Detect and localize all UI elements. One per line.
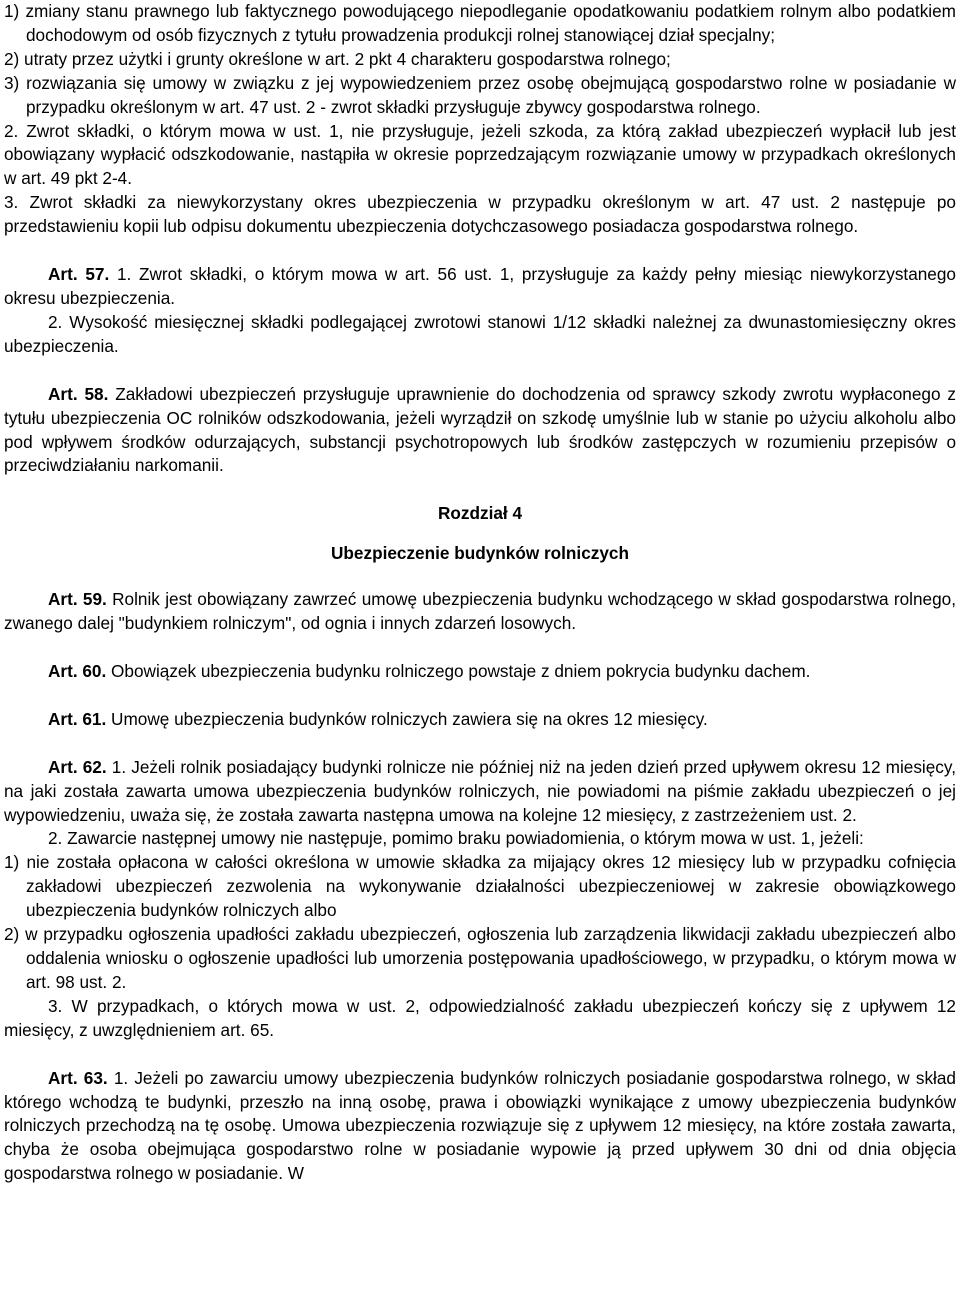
article-paragraph: [4, 383, 956, 479]
article-number: Art. 58.: [48, 383, 109, 404]
paragraph-text: 3. Zwrot składki za niewykorzystany okres ubezpieczenia w przypadku określonym w art. 47 ust. 2 następuje po przedstawieniu kopii lub odpisu dokumentu ubezpieczenia dotychczasowego posiadacza gospodarstwa rolnego.: [4, 192, 956, 237]
paragraph: [4, 120, 956, 192]
paragraph: [4, 311, 956, 359]
paragraph-text: Rolnik jest obowiązany zawrzeć umowę ubezpieczenia budynku wchodzącego w skład gospodarstwa rolnego, zwanego dalej "budynkiem rolniczym", od ognia i innych zdarzeń losowych.: [4, 589, 956, 634]
paragraph-text: 2. Zawarcie następnej umowy nie następuje, pomimo braku powiadomienia, o którym mowa w ust. 1, jeżeli:: [48, 828, 864, 849]
article-number: Art. 59.: [48, 589, 107, 610]
article-paragraph: [4, 660, 956, 684]
paragraph-text: 1. Zwrot składki, o którym mowa w art. 56 ust. 1, przysługuje za każdy pełny miesiąc niewykorzystanego okresu ubezpieczenia.: [4, 264, 956, 308]
article-paragraph: [4, 756, 956, 828]
paragraph-text: 2) utraty przez użytki i grunty określone w art. 2 pkt 4 charakteru gospodarstwa rolnego;: [4, 48, 671, 69]
paragraph-text: Umowę ubezpieczenia budynków rolniczych zawiera się na okres 12 miesięcy.: [106, 708, 708, 729]
paragraph-text: 1. Jeżeli po zawarciu umowy ubezpieczenia budynków rolniczych posiadanie gospodarstwa rolnego, w skład którego wchodzą te budynki, przeszło na inną osobę, prawa i obowiązki wynikające z umowy ubezpieczenia budynków rolniczych przechodzą na tę osobę. Umowa ubezpieczenia rozwiązuje się z upływem 12 miesięcy, na które została zawarta, chyba że osoba obejmująca gospodarstwo rolne w posiadanie wypowie ją przed upływem 30 dni od dnia objęcia gospodarstwa rolnego w posiadanie. W: [4, 1067, 956, 1184]
paragraph: [4, 851, 956, 923]
article-number: Art. 61.: [48, 708, 107, 729]
paragraph-text: 3. W przypadkach, o których mowa w ust. 2, odpowiedzialność zakładu ubezpieczeń kończy się z upływem 12 miesięcy, z uwzględnieniem art. 65.: [4, 995, 956, 1040]
paragraph-text: 1) zmiany stanu prawnego lub faktycznego powodującego niepodleganie opodatkowaniu podatkiem rolnym albo podatkiem dochodowym od osób fizycznych z tytułu prowadzenia produkcji rolnej stanowiącej dział specjalny;: [4, 1, 956, 45]
paragraph: [4, 72, 956, 120]
paragraph-text: Obowiązek ubezpieczenia budynku rolniczego powstaje z dniem pokrycia budynku dachem.: [106, 660, 811, 681]
document-page: [4, 0, 956, 1186]
section-art-56-tail: [4, 0, 956, 478]
paragraph-text: 1. Jeżeli rolnik posiadający budynki rolnicze nie później niż na jeden dzień przed upływem okresu 12 miesięcy, na jaki została zawarta umowa ubezpieczenia budynków rolniczych, nie powiadomi na piśmie zakładu ubezpieczeń o jej wypowiedzeniu, uważa się, że została zawarta następna umowa na kolejne 12 miesięcy, z zastrzeżeniem ust. 2.: [4, 756, 956, 825]
paragraph-text: 1) nie została opłacona w całości określona w umowie składka za mijający okres 12 miesięcy lub w przypadku cofnięcia zakładowi ubezpieczeń zezwolenia na wykonywanie działalności ubezpieczeniowej w zakresie obowiązkowego ubezpieczenia budynków rolniczych albo: [4, 852, 956, 921]
paragraph: [4, 0, 956, 48]
paragraph-text: 2. Zwrot składki, o którym mowa w ust. 1, nie przysługuje, jeżeli szkoda, za którą zakład ubezpieczeń wypłacił lub jest obowiązany wypłacić odszkodowanie, nastąpiła w okresie poprzedzającym rozwiązanie umowy w przypadkach określonych w art. 49 pkt 2-4.: [4, 120, 956, 189]
paragraph: [4, 995, 956, 1043]
article-paragraph: [4, 588, 956, 636]
article-number: Art. 60.: [48, 660, 107, 681]
chapter-title: Ubezpieczenie budynków rolniczych: [331, 543, 629, 564]
paragraph: [4, 191, 956, 239]
paragraph-text: 2. Wysokość miesięcznej składki podlegającej zwrotowi stanowi 1/12 składki należnej za dwunastomiesięczny okres ubezpieczenia.: [4, 311, 956, 356]
paragraph: [4, 827, 956, 851]
section-chapter-4: [4, 588, 956, 1186]
paragraph-text: Zakładowi ubezpieczeń przysługuje uprawnienie do dochodzenia od sprawcy szkody zwrotu wypłaconego z tytułu ubezpieczenia OC rolników odszkodowania, jeżeli wyrządził on szkodę umyślnie lub w stanie po użyciu alkoholu albo pod wpływem środków odurzających, substancji psychotropowych lub środków zastępczych w rozumieniu przepisów o przeciwdziałaniu narkomanii.: [4, 383, 956, 476]
article-number: Art. 62.: [48, 756, 107, 777]
article-paragraph: [4, 708, 956, 732]
chapter-number: Rozdział 4: [437, 503, 523, 524]
article-paragraph: [4, 1067, 956, 1187]
chapter-heading: [4, 502, 956, 566]
paragraph: [4, 48, 956, 72]
paragraph-text: 3) rozwiązania się umowy w związku z jej wypowiedzeniem przez osobę obejmującą gospodarstwo rolne w posiadanie w przypadku określonym w art. 47 ust. 2 - zwrot składki przysługuje zbywcy gospodarstwa rolnego.: [4, 72, 956, 117]
paragraph-text: 2) w przypadku ogłoszenia upadłości zakładu ubezpieczeń, ogłoszenia lub zarządzenia likwidacji zakładu ubezpieczeń albo oddalenia wniosku o ogłoszenie upadłości lub umorzenia postępowania upadłościowego, w przypadku, o którym mowa w art. 98 ust. 2.: [4, 924, 956, 992]
article-paragraph: [4, 263, 956, 311]
article-number: Art. 57.: [48, 264, 110, 285]
paragraph: [4, 923, 956, 995]
article-number: Art. 63.: [48, 1067, 108, 1088]
